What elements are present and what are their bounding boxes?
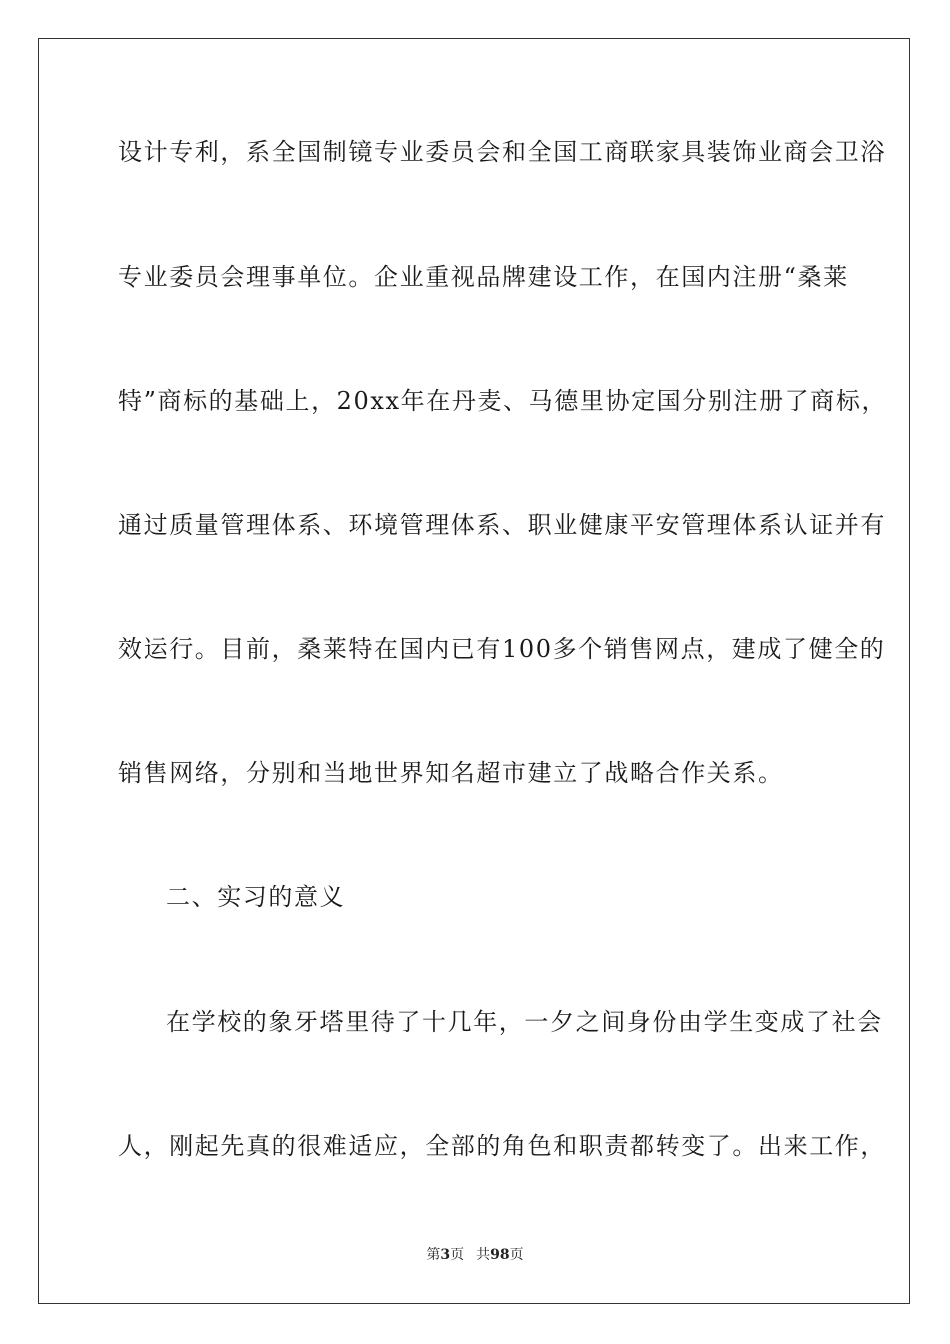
page-border	[38, 38, 910, 1304]
page-suffix: 页	[450, 1247, 465, 1263]
body-text-line: 特”商标的基础上，20xx年在丹麦、马德里协定国分别注册了商标，	[118, 387, 888, 415]
body-text-line: 设计专利，系全国制镜专业委员会和全国工商联家具装饰业商会卫浴	[118, 138, 886, 166]
total-pages: 98	[490, 1247, 510, 1263]
total-prefix: 共	[476, 1247, 491, 1263]
section-heading: 二、实习的意义	[166, 883, 346, 911]
body-text-line: 在学校的象牙塔里待了十几年，一夕之间身份由学生变成了社会	[166, 1008, 883, 1036]
page-number: 3	[440, 1247, 451, 1263]
body-text-line: 专业委员会理事单位。企业重视品牌建设工作，在国内注册“桑莱	[118, 263, 849, 291]
body-text-line: 人，刚起先真的很难适应，全部的角色和职责都转变了。出来工作，	[118, 1132, 886, 1160]
total-suffix: 页	[509, 1247, 524, 1263]
body-text-line: 效运行。目前，桑莱特在国内已有100多个销售网点，建成了健全的	[118, 635, 886, 663]
page-footer	[0, 1246, 950, 1264]
page-prefix: 第	[426, 1247, 441, 1263]
body-text-line: 销售网络，分别和当地世界知名超市建立了战略合作关系。	[118, 759, 784, 787]
body-text-line: 通过质量管理体系、环境管理体系、职业健康平安管理体系认证并有	[118, 511, 886, 539]
